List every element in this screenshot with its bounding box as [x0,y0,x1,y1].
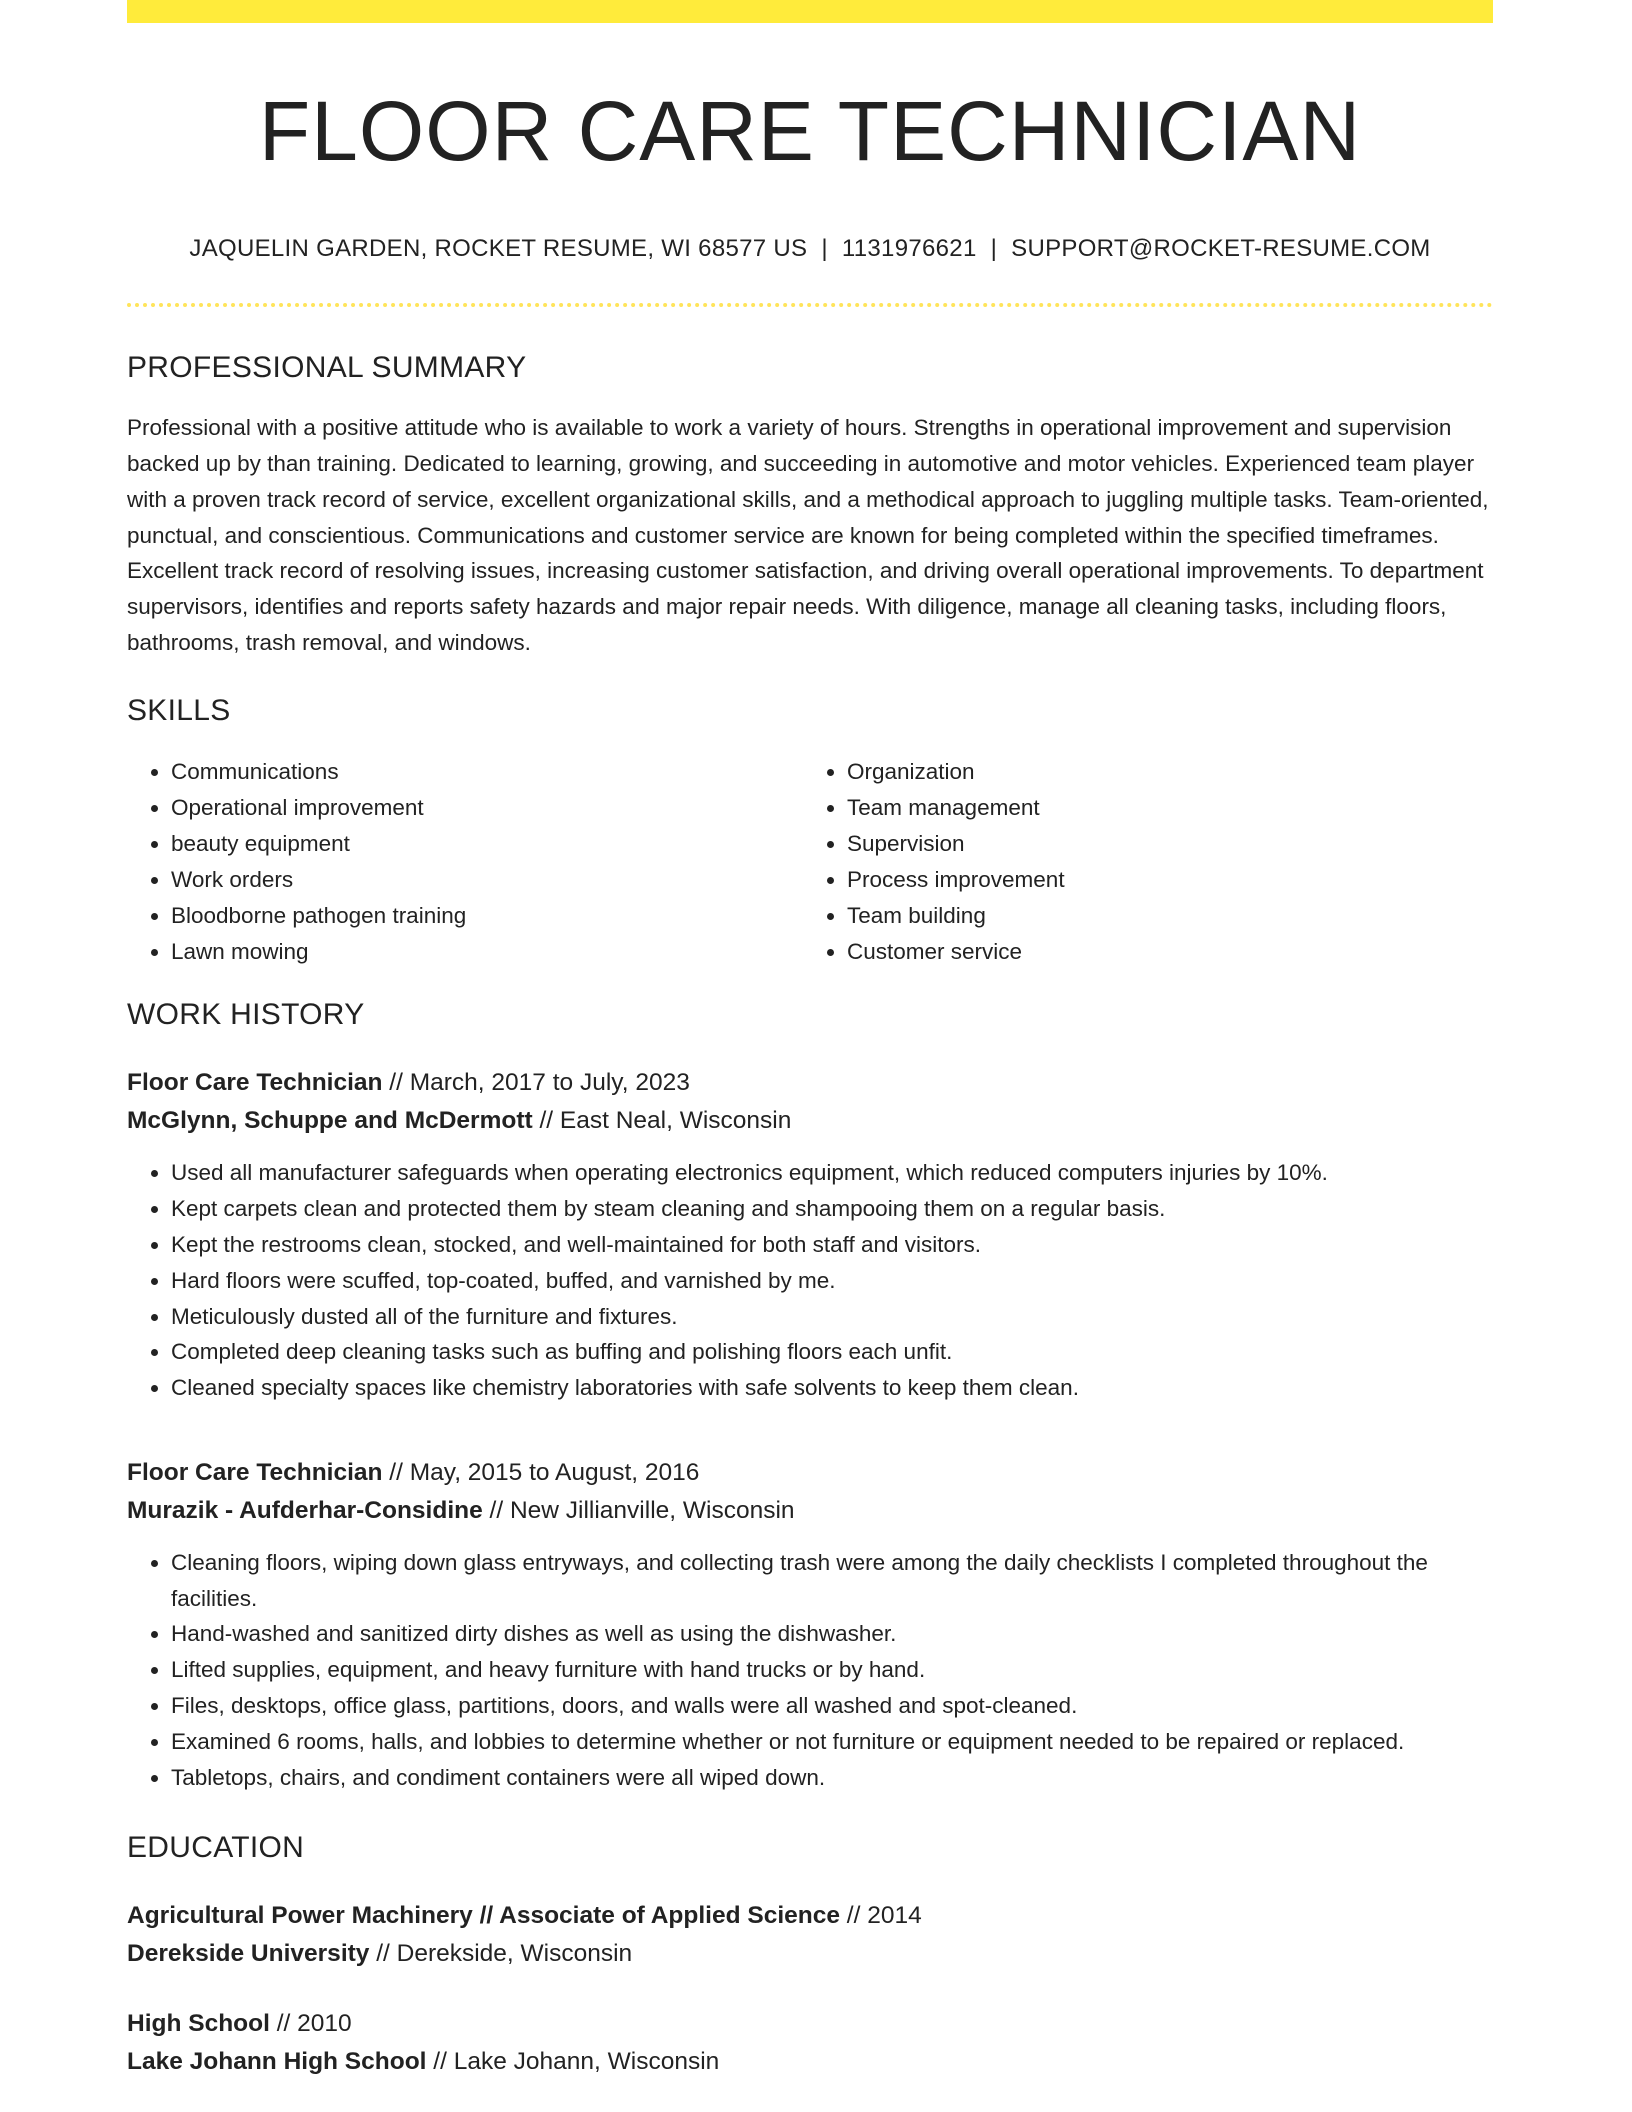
contact-phone: 1131976621 [841,235,977,263]
job-bullets [127,1155,1493,1406]
education-heading: EDUCATION [127,1831,305,1865]
job-role-line [127,1064,1493,1102]
work-history-heading: WORK HISTORY [127,998,365,1032]
job-bullet: • Used all manufacturer safeguards when operating electronics equipment, which reduced computers injuries by 10%. [171,1155,1493,1191]
job-bullet: • Meticulously dusted all of the furniture and fixtures. [171,1299,1493,1335]
job-bullet: • Files, desktops, office glass, partitions, doors, and walls were all washed and spot-cleaned. [171,1688,1493,1724]
job-bullet: • Tabletops, chairs, and condiment containers were all wiped down. [171,1760,1493,1796]
job-bullet: • Hard floors were scuffed, top-coated, buffed, and varnished by me. [171,1263,1493,1299]
resume-title: FLOOR CARE TECHNICIAN [258,84,1362,178]
contact-address: JAQUELIN GARDEN, ROCKET RESUME, WI 68577 US [189,235,808,263]
job-dates: // March, 2017 to July, 2023 [382,1069,690,1097]
edu-school-line [127,2043,1493,2081]
job-role: Floor Care Technician [127,1458,383,1486]
edu-degree-line [127,1897,1493,1935]
skill-item: • Supervision [847,826,1477,862]
edu-location: // Lake Johann, Wisconsin [426,2048,720,2076]
job-bullet: • Cleaned specialty spaces like chemistry laboratories with safe solvents to keep them clean. [171,1370,1493,1406]
education-entry [127,1897,1493,1973]
job-company: McGlynn, Schuppe and McDermott [127,1107,533,1135]
edu-year: // 2010 [269,2010,352,2038]
contact-line [127,235,1493,263]
skill-item: • Organization [847,754,1477,790]
edu-year: // 2014 [839,1902,922,1930]
skill-item: • Communications [171,754,801,790]
job-role: Floor Care Technician [127,1069,383,1097]
skill-item: • Team building [847,898,1477,934]
contact-email: SUPPORT@ROCKET-RESUME.COM [1011,235,1431,263]
edu-degree-line [127,2005,1493,2043]
job-company-line [127,1492,1493,1530]
job-company-line [127,1102,1493,1140]
summary-text: Professional with a positive attitude who is available to work a variety of hours. Strengths in operational improvement and supervision backed up by than training. Dedicated to learning, growing, and succeeding in automotive and motor vehicles. Experienced team player with a proven track record of service, excellent organizational skills, and a methodical approach to juggling multiple tasks. Team-oriented, punctual, and conscientious. Communications and customer service are known for being completed within the specified timeframes. Excellent track record of resolving issues, increasing customer satisfaction, and driving overall operational improvements. To department supervisors, identifies and reports safety hazards and major repair needs. With diligence, manage all cleaning tasks, including floors, bathrooms, trash removal, and windows. [127,415,1489,655]
job-bullet: • Completed deep cleaning tasks such as buffing and polishing floors each unfit. [171,1334,1493,1370]
skills-column-left [127,754,801,970]
job-bullet: • Kept carpets clean and protected them by steam cleaning and shampooing them on a regular basis. [171,1191,1493,1227]
resume-page [127,0,1493,2081]
skill-item: • Work orders [171,862,801,898]
job-company: Murazik - Aufderhar-Considine [127,1496,483,1524]
contact-separator: | [990,235,998,263]
job-entry [127,1064,1493,1406]
job-location: // East Neal, Wisconsin [532,1107,792,1135]
skill-item: • Process improvement [847,862,1477,898]
job-bullet: • Examined 6 rooms, halls, and lobbies to determine whether or not furniture or equipment needed to be repaired or replaced. [171,1724,1493,1760]
skill-item: • beauty equipment [171,826,801,862]
edu-degree: High School [127,2010,270,2038]
contact-separator: | [821,235,828,263]
summary-heading: PROFESSIONAL SUMMARY [127,351,527,385]
skills-list [127,754,1493,970]
education-entry [127,2005,1493,2081]
job-dates: // May, 2015 to August, 2016 [382,1458,700,1486]
skills-column-right [801,754,1477,970]
job-bullet: • Kept the restrooms clean, stocked, and well-maintained for both staff and visitors. [171,1227,1493,1263]
edu-school: Lake Johann High School [127,2048,427,2076]
job-bullet: • Hand-washed and sanitized dirty dishes as well as using the dishwasher. [171,1616,1493,1652]
skills-heading: SKILLS [127,694,231,728]
dotted-divider [127,303,1493,307]
skill-item: • Lawn mowing [171,934,801,970]
job-bullet: • Cleaning floors, wiping down glass entryways, and collecting trash were among the daily checklists I completed throughout the facilities. [171,1545,1493,1617]
job-role-line [127,1454,1493,1492]
edu-location: // Derekside, Wisconsin [369,1940,633,1968]
job-entry [127,1454,1493,1796]
edu-school: Derekside University [127,1940,370,1968]
skill-item: • Customer service [847,934,1477,970]
edu-school-line [127,1935,1493,1973]
skill-item: • Bloodborne pathogen training [171,898,801,934]
skill-item: • Operational improvement [171,790,801,826]
skill-item: • Team management [847,790,1477,826]
job-bullets [127,1545,1493,1796]
job-bullet: • Lifted supplies, equipment, and heavy furniture with hand trucks or by hand. [171,1652,1493,1688]
job-location: // New Jillianville, Wisconsin [482,1496,795,1524]
edu-degree: Agricultural Power Machinery // Associate of Applied Science [127,1902,840,1930]
accent-bar [127,0,1493,23]
